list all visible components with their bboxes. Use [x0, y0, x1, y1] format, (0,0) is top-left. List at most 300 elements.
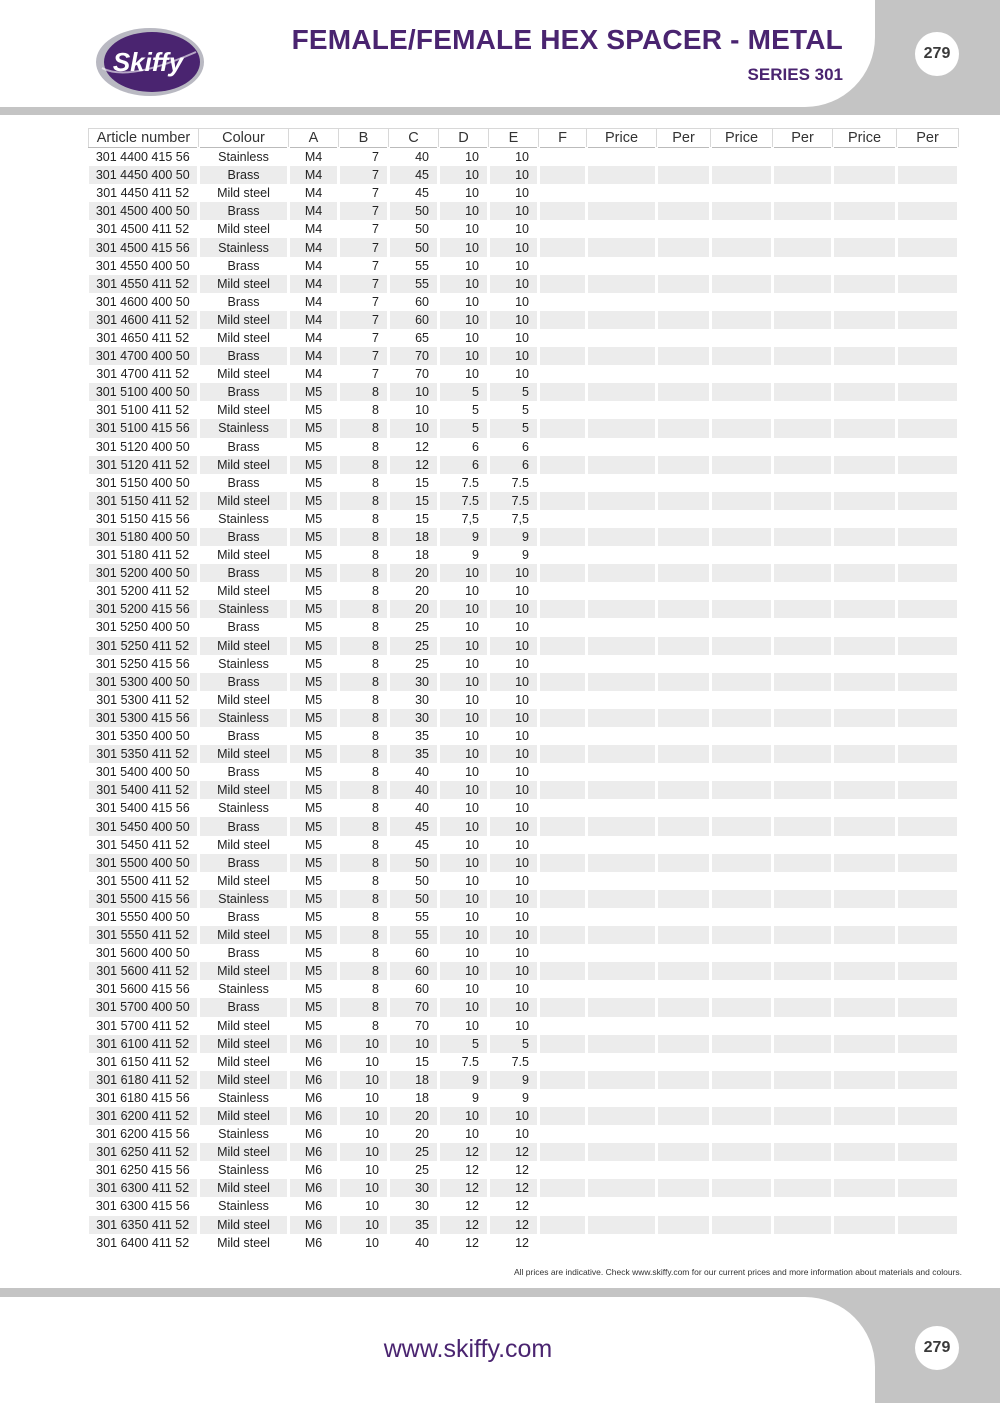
- dim-c-cell: 20: [389, 564, 439, 582]
- dim-a-cell: M5: [289, 546, 339, 564]
- empty-cell: [587, 618, 657, 636]
- empty-cell: [897, 1125, 959, 1143]
- article-number-cell: 301 5600 415 56: [89, 980, 199, 998]
- empty-cell: [711, 1125, 773, 1143]
- empty-cell: [587, 1089, 657, 1107]
- dim-b-cell: 8: [339, 655, 389, 673]
- article-number-cell: 301 6200 411 52: [89, 1107, 199, 1125]
- empty-cell: [539, 817, 587, 835]
- empty-cell: [897, 220, 959, 238]
- empty-cell: [711, 492, 773, 510]
- empty-cell: [587, 347, 657, 365]
- empty-cell: [897, 745, 959, 763]
- colour-cell: Stainless: [199, 655, 289, 673]
- empty-cell: [711, 546, 773, 564]
- empty-cell: [773, 1071, 833, 1089]
- empty-cell: [773, 401, 833, 419]
- dim-a-cell: M6: [289, 1179, 339, 1197]
- empty-cell: [897, 564, 959, 582]
- dim-e-cell: 10: [489, 944, 539, 962]
- dim-d-cell: 10: [439, 637, 489, 655]
- empty-cell: [539, 944, 587, 962]
- colour-cell: Mild steel: [199, 962, 289, 980]
- empty-cell: [711, 944, 773, 962]
- dim-a-cell: M4: [289, 184, 339, 202]
- dim-c-cell: 45: [389, 817, 439, 835]
- empty-cell: [587, 510, 657, 528]
- table-row: [89, 1197, 959, 1215]
- empty-cell: [833, 1017, 897, 1035]
- dim-b-cell: 8: [339, 908, 389, 926]
- dim-b-cell: 8: [339, 854, 389, 872]
- dim-e-cell: 12: [489, 1216, 539, 1234]
- dim-e-cell: 10: [489, 329, 539, 347]
- dim-a-cell: M4: [289, 275, 339, 293]
- empty-cell: [539, 166, 587, 184]
- dim-c-cell: 60: [389, 980, 439, 998]
- empty-cell: [711, 510, 773, 528]
- dim-b-cell: 8: [339, 890, 389, 908]
- table-body: [89, 148, 959, 1252]
- empty-cell: [833, 401, 897, 419]
- colour-cell: Brass: [199, 293, 289, 311]
- empty-cell: [539, 1161, 587, 1179]
- table-row: [89, 600, 959, 618]
- empty-cell: [773, 817, 833, 835]
- empty-cell: [897, 618, 959, 636]
- empty-cell: [833, 673, 897, 691]
- empty-cell: [711, 799, 773, 817]
- series-label: SERIES 301: [747, 65, 843, 84]
- empty-cell: [897, 962, 959, 980]
- empty-cell: [539, 998, 587, 1016]
- empty-cell: [773, 1125, 833, 1143]
- dim-d-cell: 10: [439, 275, 489, 293]
- empty-cell: [657, 293, 711, 311]
- article-number-cell: 301 5250 400 50: [89, 618, 199, 636]
- table-row: [89, 456, 959, 474]
- article-number-cell: 301 5600 400 50: [89, 944, 199, 962]
- empty-cell: [833, 492, 897, 510]
- dim-c-cell: 25: [389, 655, 439, 673]
- colour-cell: Stainless: [199, 799, 289, 817]
- dim-e-cell: 5: [489, 401, 539, 419]
- table-row: [89, 618, 959, 636]
- empty-cell: [657, 637, 711, 655]
- table-row: [89, 293, 959, 311]
- article-number-cell: 301 5500 400 50: [89, 854, 199, 872]
- empty-cell: [657, 365, 711, 383]
- empty-cell: [587, 998, 657, 1016]
- empty-cell: [897, 546, 959, 564]
- dim-d-cell: 10: [439, 655, 489, 673]
- empty-cell: [587, 401, 657, 419]
- empty-cell: [711, 474, 773, 492]
- article-number-cell: 301 6200 415 56: [89, 1125, 199, 1143]
- dim-b-cell: 8: [339, 709, 389, 727]
- empty-cell: [897, 781, 959, 799]
- empty-cell: [539, 220, 587, 238]
- empty-cell: [773, 438, 833, 456]
- table-row: [89, 202, 959, 220]
- empty-cell: [833, 872, 897, 890]
- empty-cell: [711, 763, 773, 781]
- empty-cell: [773, 383, 833, 401]
- empty-cell: [657, 908, 711, 926]
- table-row: [89, 365, 959, 383]
- empty-cell: [539, 510, 587, 528]
- colour-cell: Brass: [199, 817, 289, 835]
- table-row: [89, 564, 959, 582]
- empty-cell: [897, 528, 959, 546]
- empty-cell: [833, 238, 897, 256]
- empty-cell: [657, 1161, 711, 1179]
- empty-cell: [773, 238, 833, 256]
- empty-cell: [539, 836, 587, 854]
- empty-cell: [897, 1053, 959, 1071]
- empty-cell: [897, 184, 959, 202]
- empty-cell: [711, 926, 773, 944]
- empty-cell: [657, 980, 711, 998]
- dim-e-cell: 10: [489, 1125, 539, 1143]
- empty-cell: [539, 438, 587, 456]
- article-number-cell: 301 5200 400 50: [89, 564, 199, 582]
- table-row: [89, 763, 959, 781]
- dim-b-cell: 7: [339, 329, 389, 347]
- article-number-cell: 301 5100 400 50: [89, 383, 199, 401]
- dim-e-cell: 9: [489, 546, 539, 564]
- table-row: [89, 238, 959, 256]
- article-number-cell: 301 5120 411 52: [89, 456, 199, 474]
- empty-cell: [897, 329, 959, 347]
- colour-cell: Mild steel: [199, 1017, 289, 1035]
- empty-cell: [539, 383, 587, 401]
- dim-c-cell: 60: [389, 962, 439, 980]
- empty-cell: [897, 419, 959, 437]
- empty-cell: [897, 510, 959, 528]
- empty-cell: [773, 637, 833, 655]
- colour-cell: Mild steel: [199, 1179, 289, 1197]
- empty-cell: [587, 872, 657, 890]
- empty-cell: [773, 1143, 833, 1161]
- dim-a-cell: M5: [289, 600, 339, 618]
- empty-cell: [539, 1089, 587, 1107]
- dim-b-cell: 8: [339, 637, 389, 655]
- empty-cell: [773, 781, 833, 799]
- empty-cell: [657, 582, 711, 600]
- empty-cell: [587, 383, 657, 401]
- empty-cell: [773, 998, 833, 1016]
- dim-e-cell: 6: [489, 438, 539, 456]
- empty-cell: [539, 311, 587, 329]
- empty-cell: [773, 1035, 833, 1053]
- empty-cell: [833, 365, 897, 383]
- empty-cell: [587, 1125, 657, 1143]
- table-row: [89, 1125, 959, 1143]
- table-row: [89, 836, 959, 854]
- article-number-cell: 301 6250 415 56: [89, 1161, 199, 1179]
- price-disclaimer: All prices are indicative. Check www.skiffy.com for our current prices and more information about materials and colours.: [513, 1267, 962, 1277]
- empty-cell: [539, 347, 587, 365]
- colour-cell: Stainless: [199, 600, 289, 618]
- empty-cell: [657, 1089, 711, 1107]
- empty-cell: [833, 311, 897, 329]
- colour-cell: Stainless: [199, 419, 289, 437]
- colour-cell: Stainless: [199, 980, 289, 998]
- dim-d-cell: 10: [439, 220, 489, 238]
- empty-cell: [833, 763, 897, 781]
- dim-b-cell: 10: [339, 1216, 389, 1234]
- dim-b-cell: 10: [339, 1107, 389, 1125]
- dim-e-cell: 10: [489, 582, 539, 600]
- empty-cell: [711, 257, 773, 275]
- empty-cell: [657, 1234, 711, 1252]
- dim-c-cell: 70: [389, 347, 439, 365]
- empty-cell: [773, 275, 833, 293]
- table-row: [89, 492, 959, 510]
- empty-cell: [897, 456, 959, 474]
- article-number-cell: 301 6300 415 56: [89, 1197, 199, 1215]
- empty-cell: [657, 763, 711, 781]
- colour-cell: Brass: [199, 944, 289, 962]
- dim-e-cell: 10: [489, 1017, 539, 1035]
- dim-a-cell: M5: [289, 763, 339, 781]
- dim-c-cell: 40: [389, 799, 439, 817]
- empty-cell: [897, 202, 959, 220]
- empty-cell: [897, 148, 959, 167]
- dim-d-cell: 10: [439, 582, 489, 600]
- empty-cell: [587, 564, 657, 582]
- empty-cell: [833, 1234, 897, 1252]
- skiffy-logo-icon: [88, 22, 206, 100]
- article-number-cell: 301 5100 411 52: [89, 401, 199, 419]
- dim-d-cell: 10: [439, 908, 489, 926]
- dim-e-cell: 10: [489, 872, 539, 890]
- empty-cell: [711, 1161, 773, 1179]
- article-number-cell: 301 5100 415 56: [89, 419, 199, 437]
- colour-cell: Brass: [199, 727, 289, 745]
- colour-cell: Brass: [199, 528, 289, 546]
- dim-d-cell: 10: [439, 872, 489, 890]
- dim-c-cell: 50: [389, 220, 439, 238]
- empty-cell: [539, 1053, 587, 1071]
- colour-cell: Mild steel: [199, 781, 289, 799]
- article-number-cell: 301 5300 415 56: [89, 709, 199, 727]
- empty-cell: [711, 655, 773, 673]
- empty-cell: [587, 528, 657, 546]
- empty-cell: [587, 202, 657, 220]
- empty-cell: [773, 202, 833, 220]
- article-number-cell: 301 6180 415 56: [89, 1089, 199, 1107]
- dim-b-cell: 7: [339, 365, 389, 383]
- dim-c-cell: 60: [389, 944, 439, 962]
- dim-c-cell: 40: [389, 781, 439, 799]
- empty-cell: [587, 854, 657, 872]
- colour-cell: Mild steel: [199, 401, 289, 419]
- column-header: C: [389, 129, 439, 148]
- empty-cell: [711, 781, 773, 799]
- empty-cell: [833, 456, 897, 474]
- dim-e-cell: 7.5: [489, 492, 539, 510]
- empty-cell: [773, 1089, 833, 1107]
- empty-cell: [833, 275, 897, 293]
- empty-cell: [587, 727, 657, 745]
- table-row: [89, 727, 959, 745]
- empty-cell: [657, 492, 711, 510]
- dim-a-cell: M6: [289, 1071, 339, 1089]
- empty-cell: [587, 1035, 657, 1053]
- empty-cell: [587, 456, 657, 474]
- empty-cell: [711, 564, 773, 582]
- empty-cell: [773, 872, 833, 890]
- empty-cell: [773, 564, 833, 582]
- colour-cell: Brass: [199, 908, 289, 926]
- dim-b-cell: 7: [339, 220, 389, 238]
- dim-e-cell: 10: [489, 745, 539, 763]
- article-number-cell: 301 5550 400 50: [89, 908, 199, 926]
- empty-cell: [711, 618, 773, 636]
- dim-d-cell: 10: [439, 691, 489, 709]
- dim-d-cell: 12: [439, 1179, 489, 1197]
- empty-cell: [657, 817, 711, 835]
- empty-cell: [773, 745, 833, 763]
- empty-cell: [711, 1035, 773, 1053]
- dim-c-cell: 30: [389, 1179, 439, 1197]
- article-number-cell: 301 6250 411 52: [89, 1143, 199, 1161]
- dim-d-cell: 12: [439, 1143, 489, 1161]
- dim-a-cell: M6: [289, 1035, 339, 1053]
- table-row: [89, 474, 959, 492]
- dim-c-cell: 15: [389, 474, 439, 492]
- dim-a-cell: M5: [289, 655, 339, 673]
- article-number-cell: 301 6180 411 52: [89, 1071, 199, 1089]
- dim-d-cell: 7.5: [439, 474, 489, 492]
- empty-cell: [897, 1017, 959, 1035]
- empty-cell: [711, 836, 773, 854]
- empty-cell: [833, 890, 897, 908]
- table-row: [89, 799, 959, 817]
- empty-cell: [711, 383, 773, 401]
- dim-e-cell: 10: [489, 618, 539, 636]
- empty-cell: [657, 383, 711, 401]
- empty-cell: [657, 456, 711, 474]
- dim-b-cell: 7: [339, 148, 389, 167]
- empty-cell: [587, 926, 657, 944]
- colour-cell: Brass: [199, 763, 289, 781]
- colour-cell: Brass: [199, 618, 289, 636]
- empty-cell: [539, 727, 587, 745]
- dim-c-cell: 30: [389, 691, 439, 709]
- column-header: Price: [587, 129, 657, 148]
- empty-cell: [773, 1053, 833, 1071]
- empty-cell: [711, 745, 773, 763]
- dim-d-cell: 5: [439, 383, 489, 401]
- column-header: Price: [833, 129, 897, 148]
- table-row: [89, 184, 959, 202]
- empty-cell: [657, 655, 711, 673]
- column-header: E: [489, 129, 539, 148]
- dim-d-cell: 5: [439, 401, 489, 419]
- empty-cell: [657, 944, 711, 962]
- dim-e-cell: 5: [489, 419, 539, 437]
- dim-e-cell: 12: [489, 1197, 539, 1215]
- table-row: [89, 817, 959, 835]
- empty-cell: [773, 365, 833, 383]
- dim-b-cell: 10: [339, 1035, 389, 1053]
- dim-d-cell: 10: [439, 238, 489, 256]
- article-number-cell: 301 5120 400 50: [89, 438, 199, 456]
- dim-e-cell: 10: [489, 998, 539, 1016]
- dim-c-cell: 50: [389, 854, 439, 872]
- empty-cell: [657, 528, 711, 546]
- dim-d-cell: 6: [439, 438, 489, 456]
- empty-cell: [711, 1089, 773, 1107]
- empty-cell: [833, 655, 897, 673]
- empty-cell: [833, 1035, 897, 1053]
- empty-cell: [833, 1071, 897, 1089]
- dim-b-cell: 8: [339, 1017, 389, 1035]
- article-number-cell: 301 5300 400 50: [89, 673, 199, 691]
- dim-b-cell: 8: [339, 419, 389, 437]
- empty-cell: [711, 872, 773, 890]
- article-number-cell: 301 5180 400 50: [89, 528, 199, 546]
- article-number-cell: 301 6150 411 52: [89, 1053, 199, 1071]
- empty-cell: [711, 1179, 773, 1197]
- table-row: [89, 1017, 959, 1035]
- dim-c-cell: 70: [389, 1017, 439, 1035]
- empty-cell: [773, 474, 833, 492]
- table-row: [89, 329, 959, 347]
- dim-a-cell: M5: [289, 998, 339, 1016]
- colour-cell: Stainless: [199, 1125, 289, 1143]
- dim-a-cell: M4: [289, 257, 339, 275]
- empty-cell: [711, 1017, 773, 1035]
- empty-cell: [587, 184, 657, 202]
- dim-b-cell: 8: [339, 745, 389, 763]
- dim-c-cell: 25: [389, 1161, 439, 1179]
- empty-cell: [657, 347, 711, 365]
- dim-a-cell: M6: [289, 1089, 339, 1107]
- colour-cell: Mild steel: [199, 637, 289, 655]
- dim-b-cell: 10: [339, 1053, 389, 1071]
- dim-a-cell: M5: [289, 926, 339, 944]
- dim-b-cell: 8: [339, 528, 389, 546]
- empty-cell: [773, 1179, 833, 1197]
- empty-cell: [833, 926, 897, 944]
- colour-cell: Mild steel: [199, 184, 289, 202]
- empty-cell: [587, 492, 657, 510]
- empty-cell: [833, 419, 897, 437]
- website-link[interactable]: www.skiffy.com: [383, 1335, 553, 1363]
- article-number-cell: 301 5700 400 50: [89, 998, 199, 1016]
- dim-c-cell: 12: [389, 438, 439, 456]
- table-row: [89, 1089, 959, 1107]
- empty-cell: [773, 763, 833, 781]
- colour-cell: Stainless: [199, 1197, 289, 1215]
- column-header: D: [439, 129, 489, 148]
- table-row: [89, 1071, 959, 1089]
- dim-e-cell: 10: [489, 293, 539, 311]
- dim-a-cell: M5: [289, 582, 339, 600]
- empty-cell: [657, 799, 711, 817]
- dim-c-cell: 60: [389, 311, 439, 329]
- empty-cell: [833, 474, 897, 492]
- table-row: [89, 944, 959, 962]
- dim-e-cell: 10: [489, 184, 539, 202]
- dim-a-cell: M5: [289, 691, 339, 709]
- dim-d-cell: 10: [439, 347, 489, 365]
- empty-cell: [833, 564, 897, 582]
